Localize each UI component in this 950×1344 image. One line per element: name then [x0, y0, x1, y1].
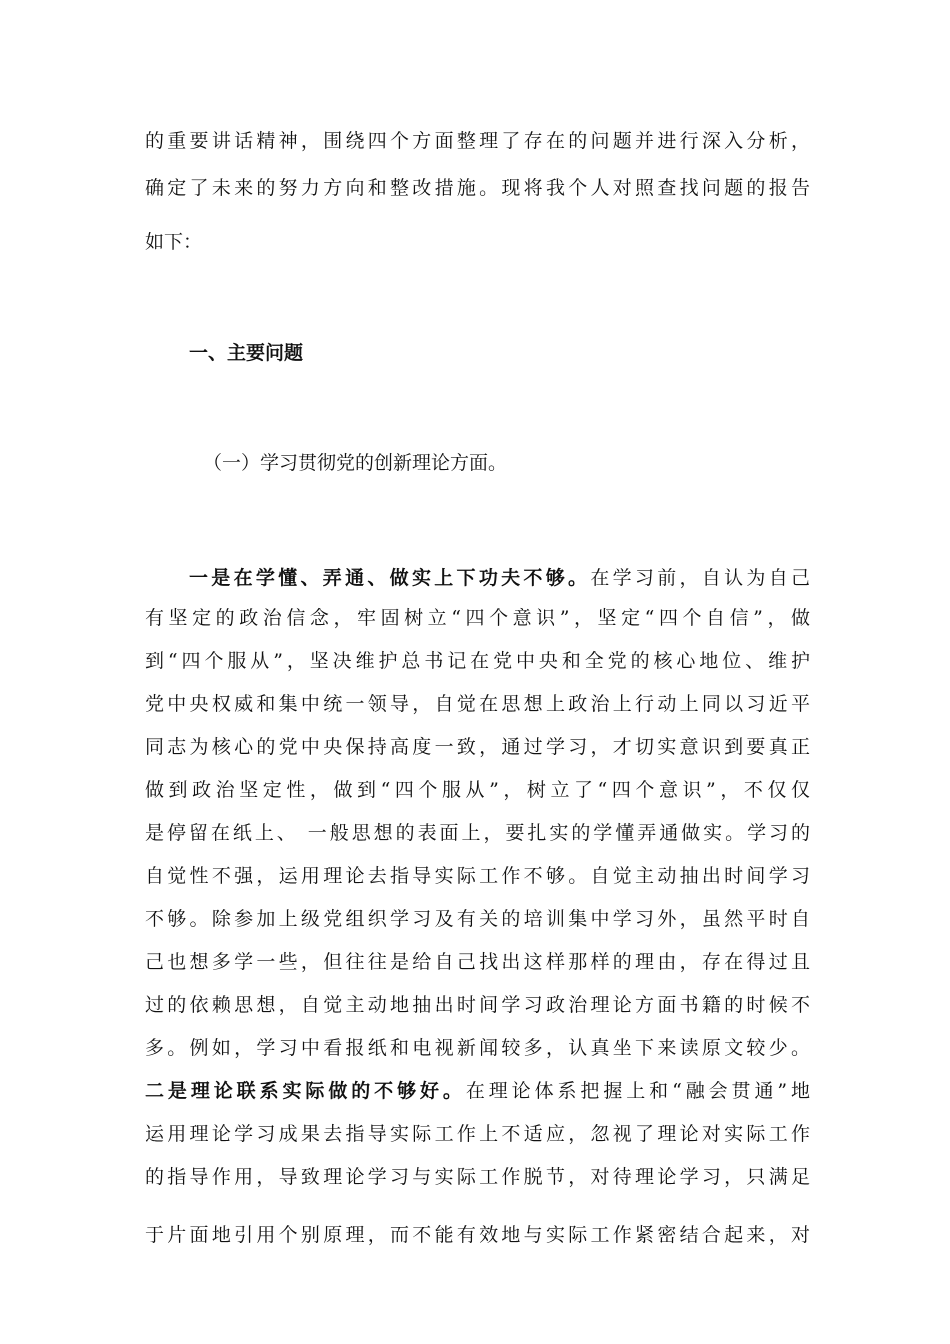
subsection-title: （一）学习贯彻党的创新理论方面。 [203, 452, 508, 474]
section-title: 一、主要问题 [189, 342, 304, 364]
body-line: 的指导作用，导致理论学习与实际工作脱节，对待理论学习，只满足 [145, 1166, 810, 1188]
body-line: 的重要讲话精神，围绕四个方面整理了存在的问题并进行深入分析， [145, 130, 810, 152]
body-line: 党中央权威和集中统一领导，自觉在思想上政治上行动上同以习近平 [145, 693, 810, 715]
body-line: 运用理论学习成果去指导实际工作上不适应，忽视了理论对实际工作 [145, 1123, 810, 1145]
body-line: 如下： [145, 231, 203, 253]
body-line: 同志为核心的党中央保持高度一致，通过学习，才切实意识到要真正 [145, 736, 810, 758]
paragraph-first-line [145, 1078, 810, 1104]
body-line: 到“四个服从”，坚决维护总书记在党中央和全党的核心地位、维护 [145, 650, 810, 672]
body-line: 有坚定的政治信念，牢固树立“四个意识”，坚定“四个自信”，做 [145, 607, 810, 629]
paragraph-lead-rest: 在学习前，自认为自己 [590, 567, 810, 589]
paragraph-lead-bold: 二是理论联系实际做的不够好。 [145, 1080, 466, 1102]
paragraph-first-line [189, 565, 810, 591]
body-line: 做到政治坚定性，做到“四个服从”，树立了“四个意识”，不仅仅 [145, 779, 810, 801]
paragraph-lead-rest: 在理论体系把握上和“融会贯通”地 [465, 1080, 810, 1102]
body-line: 确定了未来的努力方向和整改措施。现将我个人对照查找问题的报告 [145, 177, 810, 199]
body-line: 于片面地引用个别原理，而不能有效地与实际工作紧密结合起来，对 [145, 1224, 810, 1246]
paragraph-lead-bold: 一是在学懂、弄通、做实上下功夫不够。 [189, 567, 591, 589]
body-line: 自觉性不强，运用理论去指导实际工作不够。自觉主动抽出时间学习 [145, 865, 810, 887]
body-line: 不够。除参加上级党组织学习及有关的培训集中学习外，虽然平时自 [145, 908, 810, 930]
body-line: 多。例如，学习中看报纸和电视新闻较多，认真坐下来读原文较少。 [145, 1037, 810, 1059]
body-line: 是停留在纸上、 一般思想的表面上，要扎实的学懂弄通做实。学习的 [145, 822, 810, 844]
body-line: 己也想多学一些，但往往是给自己找出这样那样的理由，存在得过且 [145, 951, 810, 973]
body-line: 过的依赖思想，自觉主动地抽出时间学习政治理论方面书籍的时候不 [145, 994, 810, 1016]
